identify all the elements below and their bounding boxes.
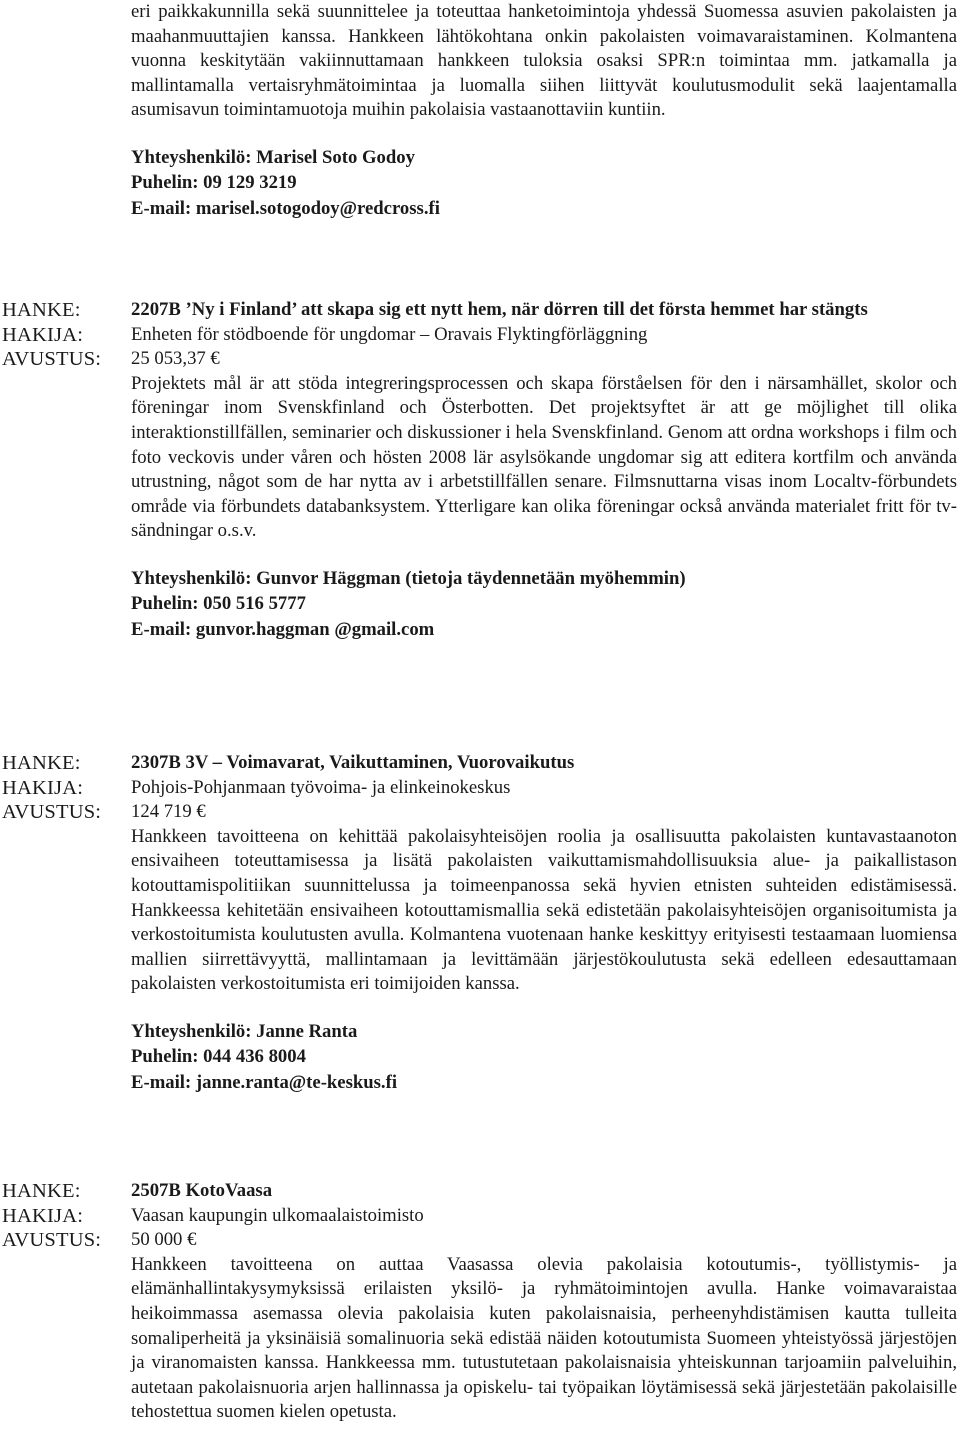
project-grant: 124 719 € — [131, 801, 206, 823]
intro-section — [131, 0, 957, 221]
contact-email: E-mail: janne.ranta@te-keskus.fi — [131, 1071, 398, 1093]
project-grant-row — [0, 1228, 960, 1253]
project-title: 2307B 3V – Voimavarat, Vaikuttaminen, Vuorovaikutus — [131, 752, 575, 773]
description-text: Projektets mål är att stöda integreringsprocessen och skapa förståelsen för den i närsamhället, skolor och föreningar inom Svenskfinland och Österbotten. Det projektsyftet är att ge möjlighet till olika interaktionstillfällen, seminarier och diskussioner i hela Svenskfinland. Genom att ordna workshops i film och foto veckovis under våren och hösten 2008 lär asylsökande ungdomar sig att editera kortfilm och använda utrustning, något som de har nytta av i arbetstillfällen senare. Filmsnuttarna visas inom Localtv-förbundets område via förbundets databanksystem. Ytterligare kan olika föreningar också använda materialet fritt för tv-sändningar o.s.v. — [131, 372, 957, 542]
contact-email: E-mail: marisel.sotogodoy@redcross.fi — [131, 197, 440, 219]
project-contact — [131, 566, 960, 643]
project-applicant-row — [0, 776, 960, 801]
avustus-label: AVUSTUS: — [2, 1229, 102, 1252]
hakija-label: HAKIJA: — [2, 1204, 84, 1227]
hanke-label: HANKE: — [2, 752, 81, 774]
project-applicant: Vaasan kaupungin ulkomaalaistoimisto — [131, 1204, 424, 1226]
project-entry — [0, 298, 960, 642]
contact-email: E-mail: gunvor.haggman @gmail.com — [131, 618, 435, 640]
project-applicant-row — [0, 1204, 960, 1229]
project-title: 2207B ’Ny i Finland’ att skapa sig ett nytt hem, när dörren till det första hemmet har stängts — [131, 299, 868, 320]
project-description — [131, 372, 957, 544]
hanke-label: HANKE: — [2, 1180, 81, 1202]
contact-phone: Puhelin: 09 129 3219 — [131, 172, 297, 194]
project-title: 2507B KotoVaasa — [131, 1180, 273, 1201]
project-entry — [0, 1179, 960, 1425]
contact-phone: Puhelin: 050 516 5777 — [131, 593, 306, 615]
project-entry — [0, 751, 960, 1095]
hakija-label: HAKIJA: — [2, 776, 84, 799]
project-description — [131, 825, 957, 997]
project-grant: 25 053,37 € — [131, 348, 220, 370]
project-grant-row — [0, 347, 960, 372]
intro-contact — [131, 145, 957, 222]
project-applicant: Pohjois-Pohjanmaan työvoima- ja elinkeinokeskus — [131, 776, 511, 798]
intro-paragraph: eri paikkakunnilla sekä suunnittelee ja toteuttaa hanketoimintoja yhdessä Suomessa asuvien pakolaisten ja maahanmuuttajien kanssa. Hankkeen lähtökohtana onkin pakolaisten voimavaraistaminen. Kolmantena vuonna keskitytään vakiinnuttamaan hankkeen tuloksia osaksi SPR:n toimintaa mm. jatkamalla ja mallintamalla vertaisryhmätoimintaa ja luomalla siihen liittyvät koulutusmodulit sekä laajentamalla asumisavun toimintamuotoja muihin pakolaisia vastaanottaviin kuntiin. — [131, 1, 957, 121]
project-description — [131, 1253, 957, 1425]
project-applicant: Enheten för stödboende för ungdomar – Oravais Flyktingförläggning — [131, 323, 648, 345]
project-grant: 50 000 € — [131, 1229, 197, 1251]
contact-person: Yhteyshenkilö: Janne Ranta — [131, 1020, 358, 1042]
description-text: Hankkeen tavoitteena on auttaa Vaasassa olevia pakolaisia kotoutumis-, työllistymis- ja elämänhallintakysymyksissä erilaisten yksilö- ja ryhmätoimintojen avulla. Hanke voimavaraistaa heikoimmassa asemassa olevia pakolaisia kuten pakolaisnaisia, perheenyhdistämisen kautta tulleita somaliperheitä ja yksinäisiä somalinuoria sekä edistää näiden kotoutumista Suomeen yhteistyössä järjestöjen ja viranomaisten kanssa. Hankkeessa mm. tutustutetaan pakolaisnaisia yhteiskunnan tarjoamiin palveluihin, autetaan pakolaisnuoria arjen hallinnassa ja opiskelu- tai työpaikan löytämisessä sekä järjestetään pakolaisille tehostettua suomen kielen opetusta. — [131, 1253, 957, 1423]
contact-phone: Puhelin: 044 436 8004 — [131, 1046, 306, 1068]
project-contact — [131, 1019, 960, 1096]
hanke-label: HANKE: — [2, 299, 81, 321]
project-grant-row — [0, 800, 960, 825]
avustus-label: AVUSTUS: — [2, 348, 102, 371]
hakija-label: HAKIJA: — [2, 323, 84, 346]
project-title-row — [0, 1179, 960, 1204]
project-title-row — [0, 298, 960, 323]
description-text: Hankkeen tavoitteena on kehittää pakolaisyhteisöjen roolia ja osallisuutta pakolaisten kuntavastaanoton ensivaiheen toteuttamisessa ja lisätä pakolaisten vaikuttamismahdollisuuksia alue- ja paikallistason kotouttamispolitiikan suunnittelussa ja toimeenpanossa sekä hyvien etnisten suhteiden edistämisessä. Hankkeessa kehitetään ensivaiheen kotouttamismallia sekä edistetään pakolaisyhteisöjen organisoitumista ja verkostoitumista koulutusten avulla. Kolmantena vuotenaan hanke keskittyy erityisesti testaamaan luomiensa mallien siirrettävyyttä, mallintamaan ja levittämään järjestökoulutusta sekä edelleen edesauttamaan pakolaisten verkostoitumista eri toimijoiden kanssa. — [131, 825, 957, 995]
avustus-label: AVUSTUS: — [2, 801, 102, 824]
contact-person: Yhteyshenkilö: Marisel Soto Godoy — [131, 146, 415, 168]
project-title-row — [0, 751, 960, 776]
contact-person: Yhteyshenkilö: Gunvor Häggman (tietoja täydennetään myöhemmin) — [131, 567, 686, 589]
project-applicant-row — [0, 323, 960, 348]
